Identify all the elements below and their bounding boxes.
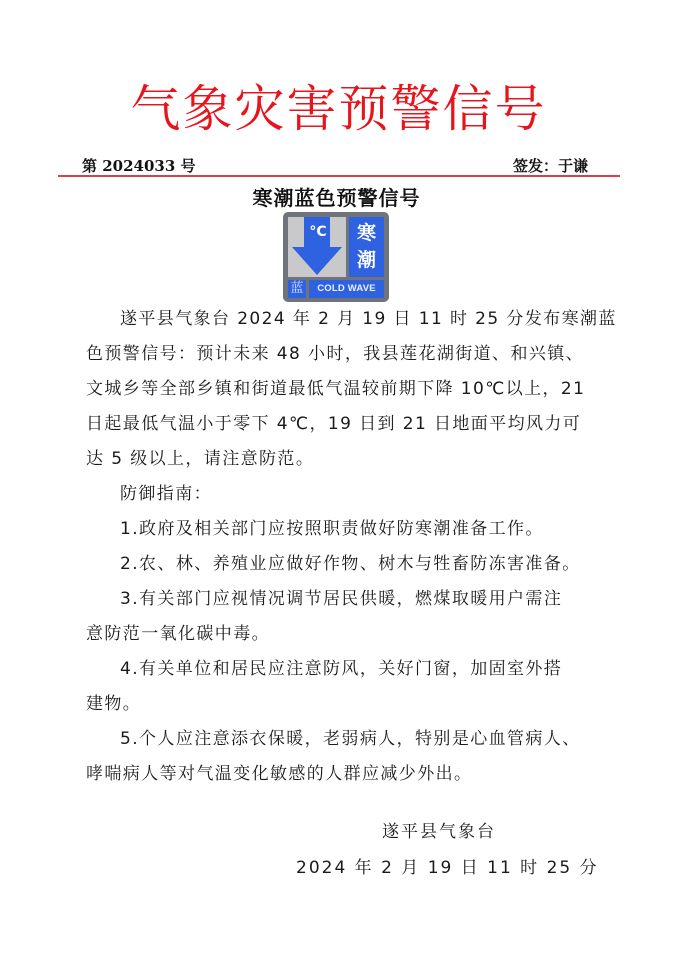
cold-wave-blue-icon — [283, 212, 389, 302]
document-title: 气象灾害预警信号 — [130, 80, 547, 138]
intro-line: 文城乡等全部乡镇和街道最低气温较前期下降 10℃以上，21 — [86, 379, 586, 399]
guide-item-3-cont: 意防范一氧化碳中毒。 — [86, 624, 270, 644]
signature-organization: 遂平县气象台 — [382, 822, 496, 842]
icon-level-char: 蓝 — [288, 280, 306, 298]
icon-type-panel — [349, 217, 384, 277]
issuer-signature: 签发：于谦 — [512, 157, 588, 175]
intro-line: 遂平县气象台 2024 年 2 月 19 日 11 时 25 分发布寒潮蓝 — [120, 309, 617, 329]
intro-line: 达 5 级以上，请注意防范。 — [86, 449, 315, 469]
intro-line: 色预警信号：预计未来 48 小时，我县莲花湖街道、和兴镇、 — [86, 344, 585, 364]
guide-item-5: 5.个人应注意添衣保暖，老弱病人，特别是心血管病人、 — [120, 729, 581, 749]
document-meta-row — [58, 154, 620, 176]
guide-item-5-cont: 哮喘病人等对气温变化敏感的人群应减少外出。 — [86, 764, 473, 784]
guide-heading: 防御指南： — [120, 484, 212, 504]
celsius-icon: °C — [309, 224, 327, 240]
icon-english-label: COLD WAVE — [309, 280, 384, 298]
guide-item-2: 2.农、林、养殖业应做好作物、树木与牲畜防冻害准备。 — [120, 554, 581, 574]
guide-item-4-cont: 建物。 — [86, 694, 142, 714]
document-number: 第 2024033 号 — [82, 157, 196, 175]
document-body — [86, 302, 617, 792]
signature-datetime: 2024 年 2 月 19 日 11 时 25 分 — [296, 858, 599, 878]
guide-item-1: 1.政府及相关部门应按照职责做好防寒潮准备工作。 — [120, 519, 544, 539]
guide-item-3: 3.有关部门应视情况调节居民供暖，燃煤取暖用户需注 — [120, 589, 563, 609]
guide-item-4: 4.有关单位和居民应注意防风，关好门窗，加固室外搭 — [120, 659, 563, 679]
intro-line: 日起最低气温小于零下 4℃，19 日到 21 日地面平均风力可 — [86, 414, 582, 434]
signal-title: 寒潮蓝色预警信号 — [252, 186, 421, 210]
icon-thermo-panel — [288, 217, 346, 277]
icon-type-char: 寒 — [356, 222, 376, 244]
red-divider-rule — [58, 175, 620, 177]
icon-type-char: 潮 — [356, 249, 376, 271]
